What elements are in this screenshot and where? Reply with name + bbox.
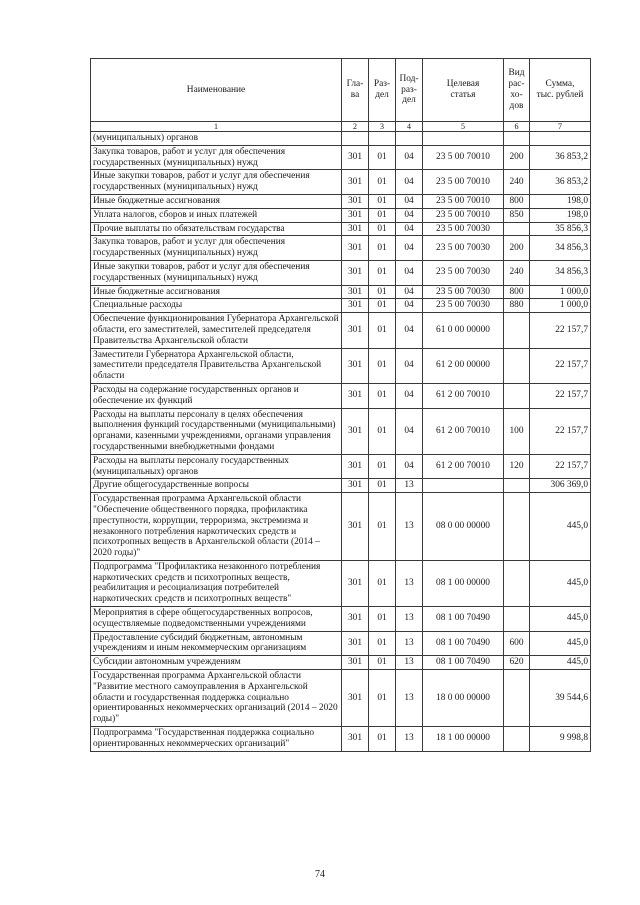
row-target-cell: 61 2 00 70010 bbox=[423, 454, 504, 479]
row-section-cell: 01 bbox=[369, 208, 396, 222]
row-section-cell: 01 bbox=[369, 222, 396, 236]
row-name-cell: Другие общегосударственные вопросы bbox=[91, 479, 342, 493]
row-expense-type-cell: 800 bbox=[504, 194, 530, 208]
row-subsection-cell: 04 bbox=[396, 454, 423, 479]
row-subsection-cell: 04 bbox=[396, 313, 423, 348]
row-subsection-cell: 13 bbox=[396, 670, 423, 727]
row-amount-cell: 198,0 bbox=[530, 208, 591, 222]
row-target-cell: 61 2 00 70010 bbox=[423, 383, 504, 408]
row-chapter-cell: 301 bbox=[342, 383, 369, 408]
table-row bbox=[91, 208, 591, 222]
row-expense-type-cell bbox=[504, 132, 530, 146]
row-amount-cell: 22 157,7 bbox=[530, 408, 591, 454]
row-expense-type-cell bbox=[504, 493, 530, 561]
row-name-cell: Иные закупки товаров, работ и услуг для обеспечения государственных (муниципальных) нужд bbox=[91, 170, 342, 195]
row-target-cell: 23 5 00 70010 bbox=[423, 145, 504, 170]
row-target-cell: 23 5 00 70030 bbox=[423, 222, 504, 236]
row-target-cell: 08 1 00 70490 bbox=[423, 656, 504, 670]
header-expense-type: Вид рас- хо- дов bbox=[504, 59, 530, 122]
row-amount-cell: 34 856,3 bbox=[530, 236, 591, 261]
row-chapter-cell: 301 bbox=[342, 727, 369, 752]
row-section-cell: 01 bbox=[369, 260, 396, 285]
row-name-cell: Мероприятия в сфере общегосударственных вопросов, осуществляемые подведомственными учреждениями bbox=[91, 607, 342, 632]
row-section-cell: 01 bbox=[369, 170, 396, 195]
row-section-cell: 01 bbox=[369, 656, 396, 670]
table-row bbox=[91, 631, 591, 656]
row-expense-type-cell bbox=[504, 479, 530, 493]
row-amount-cell: 306 369,0 bbox=[530, 479, 591, 493]
row-subsection-cell: 04 bbox=[396, 236, 423, 261]
row-section-cell: 01 bbox=[369, 285, 396, 299]
row-amount-cell bbox=[530, 132, 591, 146]
row-name-cell: Специальные расходы bbox=[91, 299, 342, 313]
row-section-cell: 01 bbox=[369, 479, 396, 493]
column-number: 5 bbox=[423, 122, 504, 132]
row-target-cell bbox=[423, 479, 504, 493]
header-chapter: Гла- ва bbox=[342, 59, 369, 122]
row-chapter-cell: 301 bbox=[342, 670, 369, 727]
row-target-cell: 23 5 00 70010 bbox=[423, 170, 504, 195]
row-subsection-cell: 04 bbox=[396, 285, 423, 299]
row-subsection-cell: 04 bbox=[396, 348, 423, 383]
row-expense-type-cell bbox=[504, 348, 530, 383]
row-subsection-cell: 13 bbox=[396, 656, 423, 670]
row-target-cell: 08 0 00 00000 bbox=[423, 493, 504, 561]
row-subsection-cell: 04 bbox=[396, 170, 423, 195]
row-target-cell: 08 1 00 00000 bbox=[423, 560, 504, 606]
row-amount-cell: 22 157,7 bbox=[530, 313, 591, 348]
row-name-cell: Обеспечение функционирования Губернатора Архангельской области, его заместителей, заместителей председателя Правительства Архангельской области bbox=[91, 313, 342, 348]
row-chapter-cell: 301 bbox=[342, 408, 369, 454]
row-subsection-cell: 04 bbox=[396, 299, 423, 313]
row-name-cell: Подпрограмма "Профилактика незаконного потребления наркотических средств и психотропных веществ, реабилитация и ресоциализация потребителей наркотических средств и психотропных веществ" bbox=[91, 560, 342, 606]
row-expense-type-cell: 880 bbox=[504, 299, 530, 313]
table-row bbox=[91, 493, 591, 561]
row-subsection-cell: 04 bbox=[396, 194, 423, 208]
row-chapter-cell: 301 bbox=[342, 208, 369, 222]
table-row bbox=[91, 670, 591, 727]
row-target-cell: 61 2 00 70010 bbox=[423, 408, 504, 454]
row-subsection-cell: 04 bbox=[396, 408, 423, 454]
row-amount-cell: 1 000,0 bbox=[530, 285, 591, 299]
row-expense-type-cell bbox=[504, 383, 530, 408]
row-name-cell: Субсидии автономным учреждениям bbox=[91, 656, 342, 670]
row-subsection-cell: 13 bbox=[396, 607, 423, 632]
row-name-cell: Закупка товаров, работ и услуг для обеспечения государственных (муниципальных) нужд bbox=[91, 145, 342, 170]
row-name-cell: Расходы на выплаты персоналу государственных (муниципальных) органов bbox=[91, 454, 342, 479]
row-expense-type-cell bbox=[504, 222, 530, 236]
table-row bbox=[91, 607, 591, 632]
row-name-cell: (муниципальных) органов bbox=[91, 132, 342, 146]
row-expense-type-cell: 850 bbox=[504, 208, 530, 222]
row-amount-cell: 22 157,7 bbox=[530, 348, 591, 383]
row-section-cell: 01 bbox=[369, 348, 396, 383]
row-section-cell: 01 bbox=[369, 299, 396, 313]
budget-table bbox=[90, 58, 591, 752]
row-amount-cell: 1 000,0 bbox=[530, 299, 591, 313]
row-subsection-cell: 13 bbox=[396, 479, 423, 493]
row-chapter-cell: 301 bbox=[342, 313, 369, 348]
row-target-cell: 23 5 00 70030 bbox=[423, 285, 504, 299]
row-chapter-cell: 301 bbox=[342, 299, 369, 313]
row-section-cell: 01 bbox=[369, 383, 396, 408]
row-expense-type-cell: 600 bbox=[504, 631, 530, 656]
table-row bbox=[91, 383, 591, 408]
row-chapter-cell: 301 bbox=[342, 236, 369, 261]
table-row bbox=[91, 170, 591, 195]
column-number: 1 bbox=[91, 122, 342, 132]
row-expense-type-cell: 100 bbox=[504, 408, 530, 454]
row-chapter-cell: 301 bbox=[342, 222, 369, 236]
table-row bbox=[91, 285, 591, 299]
row-expense-type-cell: 240 bbox=[504, 170, 530, 195]
row-section-cell: 01 bbox=[369, 194, 396, 208]
row-expense-type-cell bbox=[504, 607, 530, 632]
row-target-cell bbox=[423, 132, 504, 146]
row-subsection-cell: 13 bbox=[396, 493, 423, 561]
row-section-cell: 01 bbox=[369, 560, 396, 606]
column-number: 2 bbox=[342, 122, 369, 132]
row-subsection-cell: 04 bbox=[396, 260, 423, 285]
table-row bbox=[91, 656, 591, 670]
row-expense-type-cell: 120 bbox=[504, 454, 530, 479]
table-row bbox=[91, 454, 591, 479]
row-name-cell: Заместители Губернатора Архангельской области, заместители председателя Правительства Архангельской области bbox=[91, 348, 342, 383]
row-section-cell: 01 bbox=[369, 145, 396, 170]
row-subsection-cell: 13 bbox=[396, 631, 423, 656]
row-chapter-cell: 301 bbox=[342, 285, 369, 299]
row-amount-cell: 9 998,8 bbox=[530, 727, 591, 752]
row-amount-cell: 445,0 bbox=[530, 560, 591, 606]
row-name-cell: Иные бюджетные ассигнования bbox=[91, 194, 342, 208]
row-chapter-cell: 301 bbox=[342, 479, 369, 493]
row-expense-type-cell bbox=[504, 560, 530, 606]
table-row bbox=[91, 222, 591, 236]
row-name-cell: Иные закупки товаров, работ и услуг для обеспечения государственных (муниципальных) нужд bbox=[91, 260, 342, 285]
row-chapter-cell: 301 bbox=[342, 560, 369, 606]
row-target-cell: 08 1 00 70490 bbox=[423, 607, 504, 632]
row-chapter-cell: 301 bbox=[342, 348, 369, 383]
row-amount-cell: 445,0 bbox=[530, 631, 591, 656]
table-row bbox=[91, 194, 591, 208]
table-row bbox=[91, 132, 591, 146]
row-target-cell: 23 5 00 70030 bbox=[423, 260, 504, 285]
row-section-cell: 01 bbox=[369, 631, 396, 656]
table-row bbox=[91, 299, 591, 313]
row-chapter-cell: 301 bbox=[342, 454, 369, 479]
row-name-cell: Подпрограмма "Государственная поддержка социально ориентированных некоммерческих организаций" bbox=[91, 727, 342, 752]
table-row bbox=[91, 348, 591, 383]
row-target-cell: 61 2 00 00000 bbox=[423, 348, 504, 383]
row-target-cell: 18 0 00 00000 bbox=[423, 670, 504, 727]
row-target-cell: 18 1 00 00000 bbox=[423, 727, 504, 752]
row-amount-cell: 34 856,3 bbox=[530, 260, 591, 285]
header-amount: Сумма, тыс. рублей bbox=[530, 59, 591, 122]
column-number: 7 bbox=[530, 122, 591, 132]
row-section-cell: 01 bbox=[369, 236, 396, 261]
row-section-cell: 01 bbox=[369, 727, 396, 752]
column-number-row bbox=[91, 122, 591, 132]
table-row bbox=[91, 479, 591, 493]
row-section-cell: 01 bbox=[369, 670, 396, 727]
row-chapter-cell: 301 bbox=[342, 656, 369, 670]
row-name-cell: Государственная программа Архангельской области "Развитие местного самоуправления в Архангельской области и государственная поддержка социально ориентированных некоммерческих организаций (2014 – 2020 годы)" bbox=[91, 670, 342, 727]
row-expense-type-cell bbox=[504, 670, 530, 727]
row-expense-type-cell: 200 bbox=[504, 236, 530, 261]
header-subsection: Под- раз- дел bbox=[396, 59, 423, 122]
row-section-cell: 01 bbox=[369, 454, 396, 479]
row-subsection-cell bbox=[396, 132, 423, 146]
row-amount-cell: 35 856,3 bbox=[530, 222, 591, 236]
row-section-cell: 01 bbox=[369, 607, 396, 632]
column-number: 3 bbox=[369, 122, 396, 132]
row-chapter-cell: 301 bbox=[342, 260, 369, 285]
row-name-cell: Прочие выплаты по обязательствам государства bbox=[91, 222, 342, 236]
row-subsection-cell: 04 bbox=[396, 208, 423, 222]
row-amount-cell: 36 853,2 bbox=[530, 170, 591, 195]
row-expense-type-cell: 800 bbox=[504, 285, 530, 299]
row-name-cell: Иные бюджетные ассигнования bbox=[91, 285, 342, 299]
row-target-cell: 23 5 00 70010 bbox=[423, 208, 504, 222]
row-amount-cell: 445,0 bbox=[530, 607, 591, 632]
table-row bbox=[91, 727, 591, 752]
row-chapter-cell: 301 bbox=[342, 607, 369, 632]
row-section-cell: 01 bbox=[369, 313, 396, 348]
row-target-cell: 23 5 00 70030 bbox=[423, 236, 504, 261]
row-subsection-cell: 04 bbox=[396, 383, 423, 408]
header-section: Раз- дел bbox=[369, 59, 396, 122]
table-row bbox=[91, 560, 591, 606]
row-expense-type-cell: 620 bbox=[504, 656, 530, 670]
row-name-cell: Расходы на содержание государственных органов и обеспечение их функций bbox=[91, 383, 342, 408]
row-amount-cell: 445,0 bbox=[530, 656, 591, 670]
row-chapter-cell bbox=[342, 132, 369, 146]
row-section-cell: 01 bbox=[369, 408, 396, 454]
row-expense-type-cell bbox=[504, 313, 530, 348]
header-target: Целевая статья bbox=[423, 59, 504, 122]
row-subsection-cell: 04 bbox=[396, 145, 423, 170]
row-amount-cell: 198,0 bbox=[530, 194, 591, 208]
table-row bbox=[91, 408, 591, 454]
table-row bbox=[91, 313, 591, 348]
row-amount-cell: 22 157,7 bbox=[530, 383, 591, 408]
row-chapter-cell: 301 bbox=[342, 170, 369, 195]
row-amount-cell: 445,0 bbox=[530, 493, 591, 561]
row-target-cell: 23 5 00 70010 bbox=[423, 194, 504, 208]
row-section-cell bbox=[369, 132, 396, 146]
table-row bbox=[91, 145, 591, 170]
row-target-cell: 23 5 00 70030 bbox=[423, 299, 504, 313]
page-number: 74 bbox=[315, 869, 325, 880]
row-expense-type-cell bbox=[504, 727, 530, 752]
column-number: 4 bbox=[396, 122, 423, 132]
row-name-cell: Закупка товаров, работ и услуг для обеспечения государственных (муниципальных) нужд bbox=[91, 236, 342, 261]
column-number: 6 bbox=[504, 122, 530, 132]
table-row bbox=[91, 236, 591, 261]
row-chapter-cell: 301 bbox=[342, 194, 369, 208]
row-target-cell: 08 1 00 70490 bbox=[423, 631, 504, 656]
row-expense-type-cell: 200 bbox=[504, 145, 530, 170]
row-amount-cell: 39 544,6 bbox=[530, 670, 591, 727]
row-subsection-cell: 13 bbox=[396, 727, 423, 752]
row-amount-cell: 22 157,7 bbox=[530, 454, 591, 479]
row-expense-type-cell: 240 bbox=[504, 260, 530, 285]
row-name-cell: Расходы на выплаты персоналу в целях обеспечения выполнения функций государственными (муниципальными) органами, казенными учреждениями, органами управления государственными внебюджетными фондами bbox=[91, 408, 342, 454]
row-chapter-cell: 301 bbox=[342, 493, 369, 561]
row-subsection-cell: 04 bbox=[396, 222, 423, 236]
header-name: Наименование bbox=[91, 59, 342, 122]
table-row bbox=[91, 260, 591, 285]
header-row bbox=[91, 59, 591, 122]
row-target-cell: 61 0 00 00000 bbox=[423, 313, 504, 348]
row-amount-cell: 36 853,2 bbox=[530, 145, 591, 170]
row-name-cell: Предоставление субсидий бюджетным, автономным учреждениям и иным некоммерческим организациям bbox=[91, 631, 342, 656]
table-body bbox=[91, 132, 591, 752]
row-subsection-cell: 13 bbox=[396, 560, 423, 606]
row-chapter-cell: 301 bbox=[342, 631, 369, 656]
row-chapter-cell: 301 bbox=[342, 145, 369, 170]
row-section-cell: 01 bbox=[369, 493, 396, 561]
row-name-cell: Уплата налогов, сборов и иных платежей bbox=[91, 208, 342, 222]
row-name-cell: Государственная программа Архангельской области "Обеспечение общественного порядка, профилактика преступности, коррупции, терроризма, экстремизма и незаконного потребления наркотических средств и психотропных веществ в Архангельской области (2014 – 2020 годы)" bbox=[91, 493, 342, 561]
